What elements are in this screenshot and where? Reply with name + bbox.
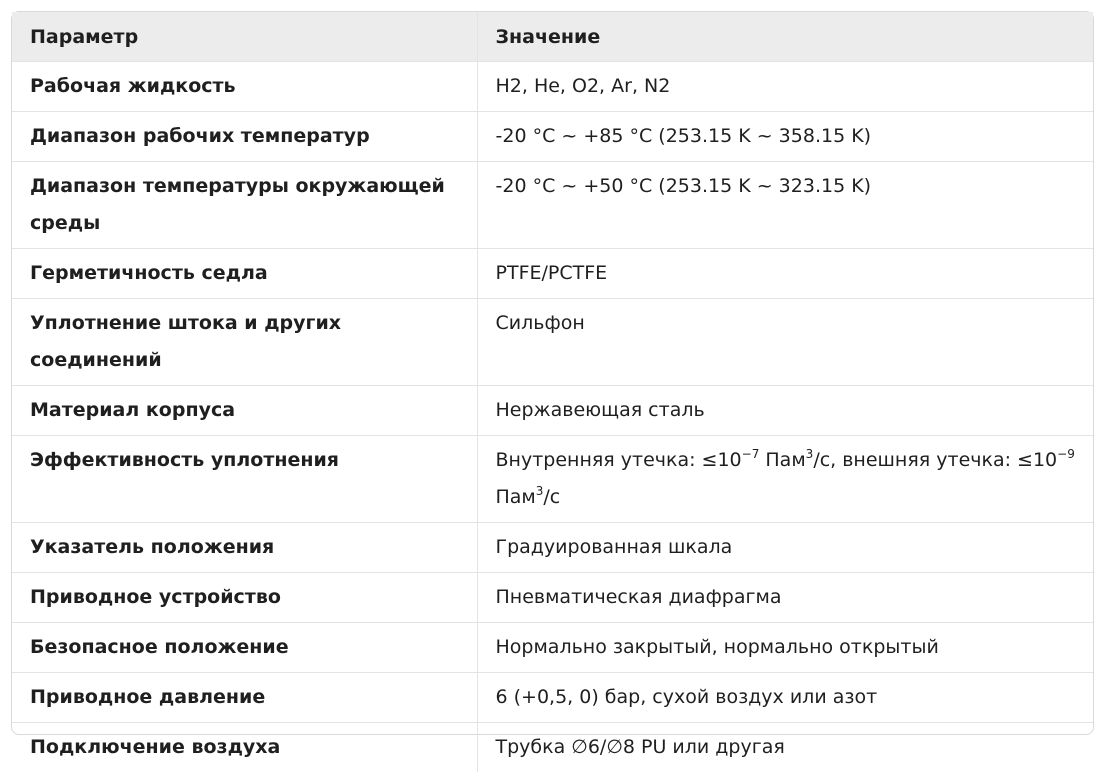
row-param: Безопасное положение — [12, 623, 477, 673]
table-row — [12, 162, 1093, 249]
row-value: 6 (+0,5, 0) бар, сухой воздух или азот — [477, 673, 1093, 723]
external-unit-exp: 3 — [536, 484, 544, 498]
table-row — [12, 673, 1093, 723]
row-value-sealing — [477, 436, 1093, 523]
row-value: H2, He, O2, Ar, N2 — [477, 62, 1093, 112]
table-row — [12, 523, 1093, 573]
header-value: Значение — [477, 12, 1093, 62]
row-param: Герметичность седла — [12, 249, 477, 299]
external-suffix: /с — [543, 486, 560, 508]
table-row — [12, 299, 1093, 386]
table-row — [12, 62, 1093, 112]
row-param: Уплотнение штока и других соединений — [12, 299, 477, 386]
spec-table-container — [11, 11, 1094, 735]
row-value: Нормально закрытый, нормально открытый — [477, 623, 1093, 673]
internal-unit-exp: 3 — [806, 447, 814, 461]
spec-table — [12, 12, 1093, 772]
table-row — [12, 386, 1093, 436]
table-row — [12, 112, 1093, 162]
row-param: Приводное устройство — [12, 573, 477, 623]
row-value: Нержавеющая сталь — [477, 386, 1093, 436]
internal-suffix: /с, внешняя утечка: ≤10 — [813, 449, 1057, 471]
table-row — [12, 436, 1093, 523]
row-value: -20 °C ~ +50 °C (253.15 K ~ 323.15 K) — [477, 162, 1093, 249]
header-parameter: Параметр — [12, 12, 477, 62]
row-value: -20 °C ~ +85 °C (253.15 K ~ 358.15 K) — [477, 112, 1093, 162]
row-param: Приводное давление — [12, 673, 477, 723]
external-unit: Пам — [496, 486, 536, 508]
row-value: Сильфон — [477, 299, 1093, 386]
table-row — [12, 249, 1093, 299]
row-param: Материал корпуса — [12, 386, 477, 436]
table-header-row — [12, 12, 1093, 62]
table-row — [12, 573, 1093, 623]
row-param: Диапазон рабочих температур — [12, 112, 477, 162]
row-param: Указатель положения — [12, 523, 477, 573]
row-param: Эффективность уплотнения — [12, 436, 477, 523]
row-param: Подключение воздуха — [12, 723, 477, 772]
internal-exp: −7 — [742, 447, 760, 461]
row-value: Пневматическая диафрагма — [477, 573, 1093, 623]
row-param: Рабочая жидкость — [12, 62, 477, 112]
table-row — [12, 623, 1093, 673]
row-value: Трубка ∅6/∅8 PU или другая — [477, 723, 1093, 772]
row-value: PTFE/PCTFE — [477, 249, 1093, 299]
row-param: Диапазон температуры окружающей среды — [12, 162, 477, 249]
external-exp: −9 — [1057, 447, 1075, 461]
internal-unit: Пам — [759, 449, 805, 471]
row-value: Градуированная шкала — [477, 523, 1093, 573]
internal-prefix: Внутренняя утечка: ≤10 — [496, 449, 742, 471]
table-row — [12, 723, 1093, 772]
